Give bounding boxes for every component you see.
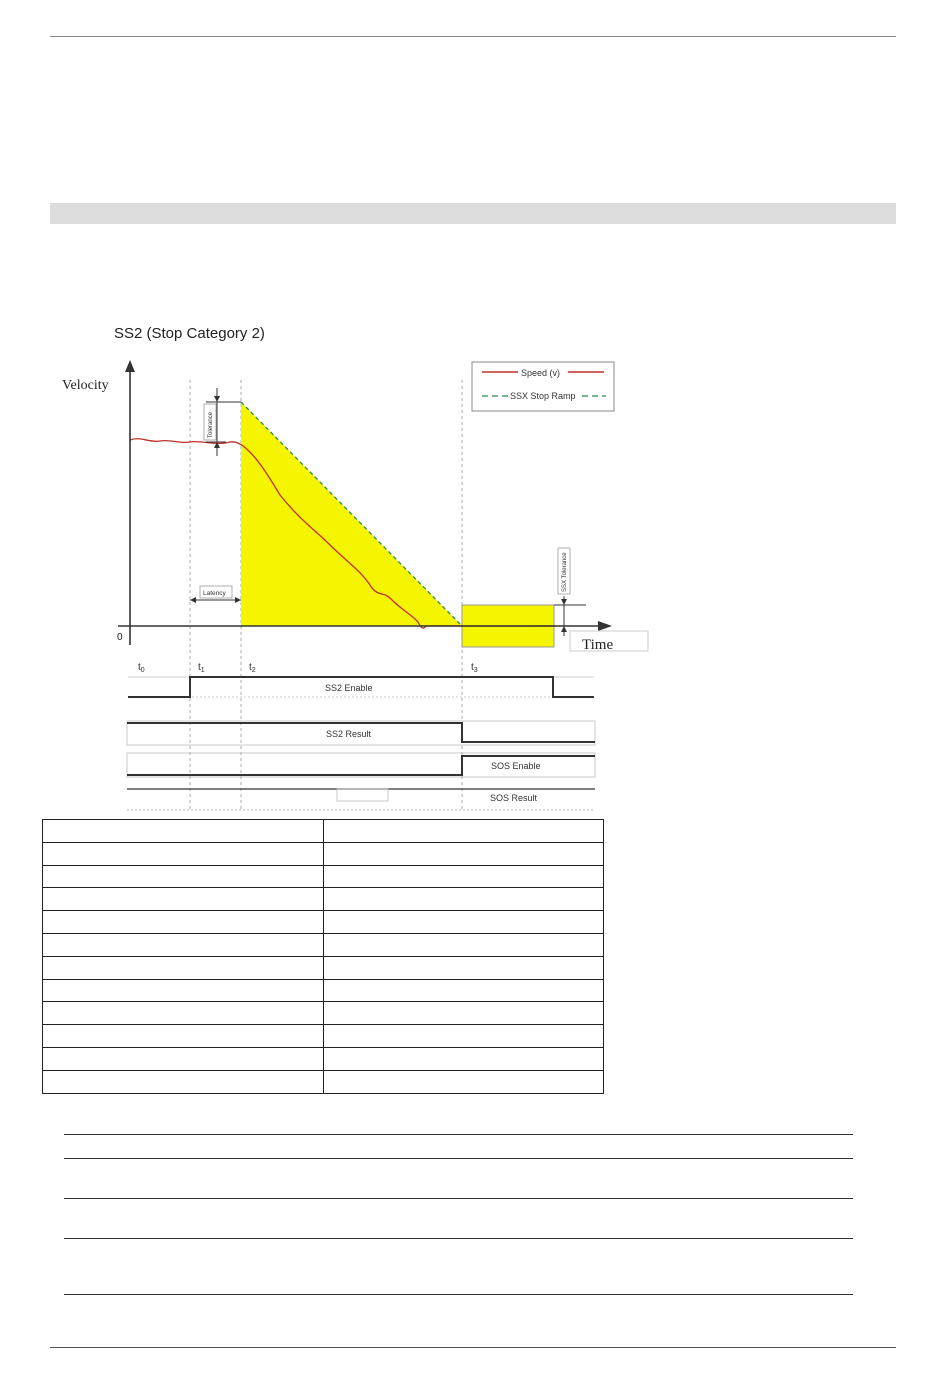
table-cell [323,1070,604,1093]
x-axis-label: Time [582,637,614,653]
note-line [64,1238,853,1239]
latency-arrow-head-left [190,597,196,603]
x-axis-arrow [598,621,612,631]
sos-result-marker [337,789,388,801]
latency-label: Latency [203,590,226,597]
table-row [43,888,604,911]
table-row [43,1070,604,1093]
table-row [43,842,604,865]
tolerance-label: Tolerance [208,411,214,438]
section-heading-band [50,203,896,224]
ss2-timing-diagram [0,350,950,820]
tolerance-arrow-head-down [214,396,220,402]
table-cell [323,820,604,843]
time-marker-t0: $t_0$ [138,662,145,674]
table-cell [323,865,604,888]
table-row [43,865,604,888]
table-row [43,1002,604,1025]
table-cell [323,1025,604,1048]
table-cell [323,933,604,956]
y-axis-arrow [125,360,135,372]
ssx-tolerance-arrow-head-down [561,599,567,605]
time-marker-t2: $t_2$ [249,662,256,674]
table-row [43,911,604,934]
sos-result-label: SOS Result [490,793,538,803]
table-row [43,1047,604,1070]
table-cell [43,1047,324,1070]
table-row [43,979,604,1002]
legend-speed-label: Speed (v) [521,368,561,378]
ssx-tolerance-label: SSX Tolerance [562,552,568,592]
latency-arrow-head-right [235,597,241,603]
y-axis-label: Velocity [62,378,109,393]
table-cell [323,888,604,911]
table-cell [323,979,604,1002]
table-cell [43,956,324,979]
table-cell [323,956,604,979]
time-marker-t1: $t_1$ [198,662,205,674]
table-cell [43,865,324,888]
origin-label: 0 [117,632,123,643]
table-cell [43,933,324,956]
note-line [64,1294,853,1295]
table-cell [323,842,604,865]
parameter-table [42,819,604,1094]
table-cell [43,1070,324,1093]
figure-title: SS2 (Stop Category 2) [114,325,265,342]
table-cell [323,1047,604,1070]
table-cell [323,911,604,934]
table-row [43,956,604,979]
table-row [43,820,604,843]
table-cell [323,1002,604,1025]
table-cell [43,1025,324,1048]
header-rule [50,36,896,37]
table-cell [43,1002,324,1025]
footer-rule [50,1347,896,1348]
table-row [43,933,604,956]
table-cell [43,979,324,1002]
ss2-enable-label: SS2 Enable [325,683,373,693]
note-line [64,1134,853,1135]
table-cell [43,911,324,934]
sos-enable-label: SOS Enable [491,761,541,771]
time-marker-t3: $t_3$ [471,662,478,674]
table-row [43,1025,604,1048]
table-cell [43,842,324,865]
table-cell [43,820,324,843]
ss2-result-label: SS2 Result [326,729,372,739]
note-line [64,1198,853,1199]
note-line [64,1158,853,1159]
table-cell [43,888,324,911]
legend-ramp-label: SSX Stop Ramp [510,391,576,401]
ssx-tolerance-arrow-head-up [561,626,567,632]
